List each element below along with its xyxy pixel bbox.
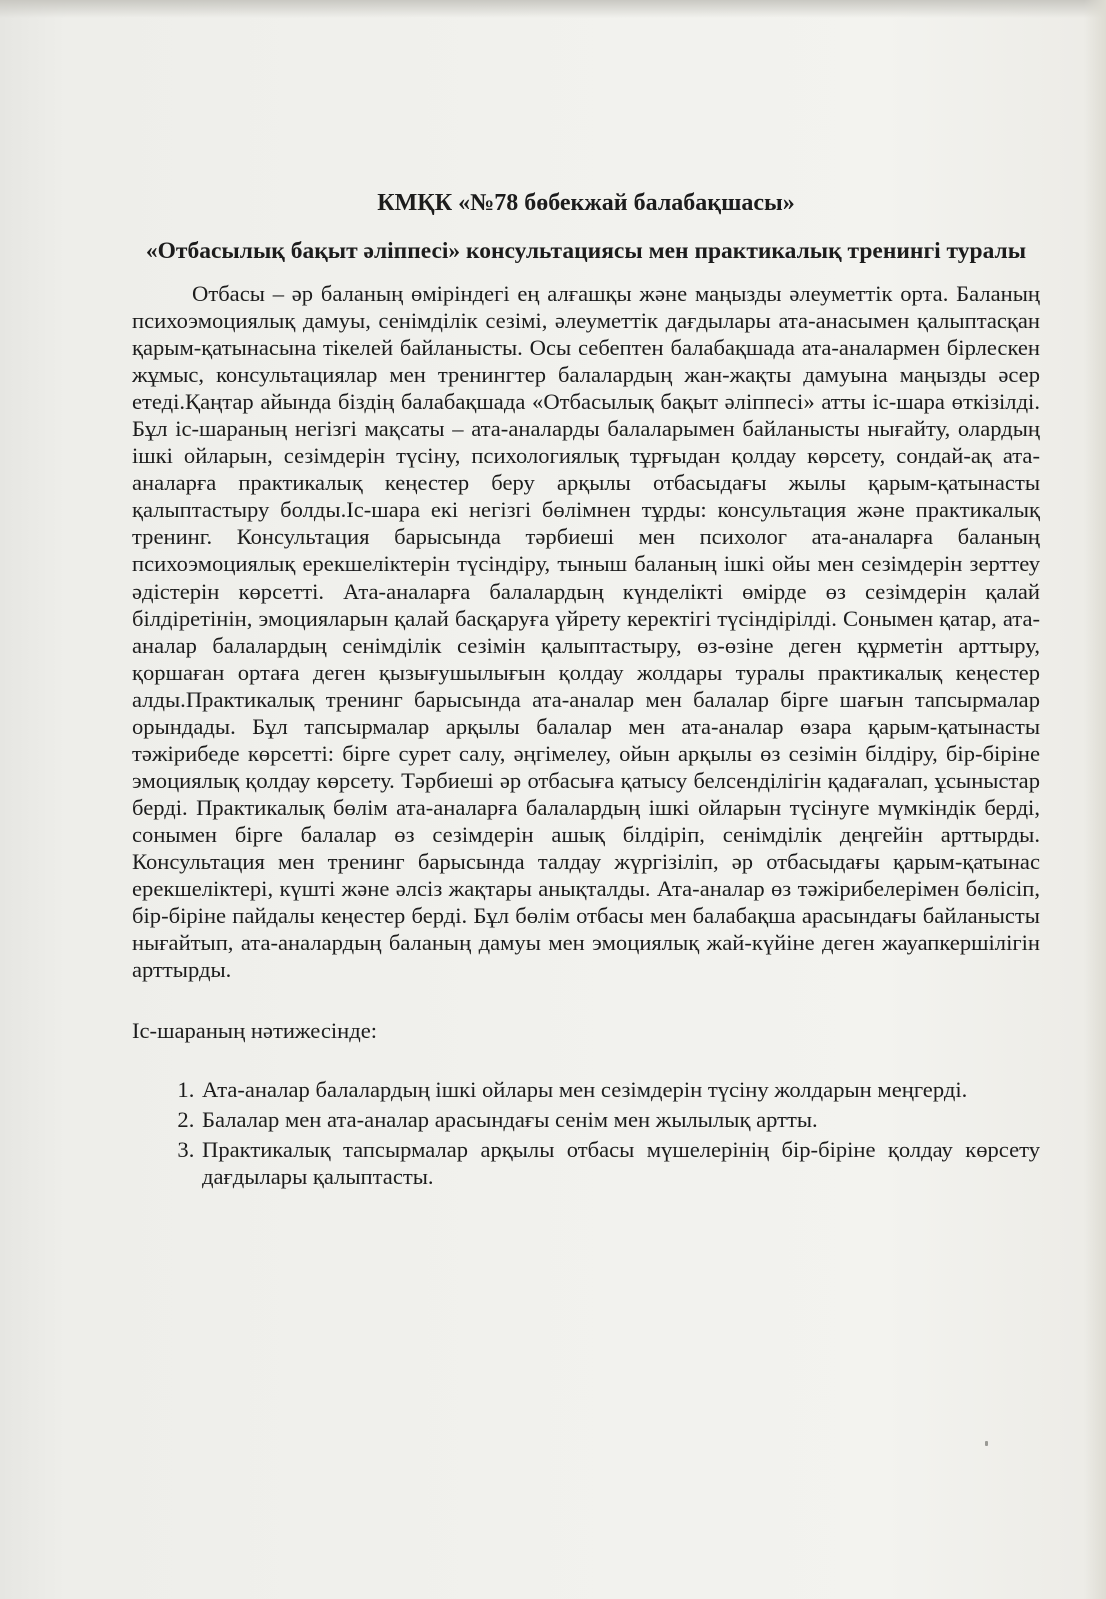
results-heading: Іс-шараның нәтижесінде: bbox=[132, 1018, 378, 1044]
page-right-edge bbox=[1084, 0, 1106, 1599]
result-item-3: 3. Практикалық тапсырмалар арқылы отбасы мүшелерінің бір-біріне қолдау көрсету дағдылары қалыптасты. bbox=[200, 1136, 1040, 1190]
result-item-2: 2. Балалар мен ата-аналар арасындағы сенім мен жылылық артты. bbox=[200, 1106, 1040, 1133]
body-paragraph: Отбасы – әр баланың өміріндегі ең алғашқы және маңызды әлеуметтік орта. Баланың психоэмоциялық дамуы, сенімділік сезімі, әлеуметтік дағдылары ата-анасымен қалыптасқан қарым-қатынасына тікелей байланысты. Осы себептен балабақшада ата-аналармен бірлескен жұмыс, консультациялар мен тренингтер балалардың жан-жақты дамуына маңызды әсер етеді.Қаңтар айында біздің балабақшада «Отбасылық бақыт әліппесі» атты іс-шара өткізілді. Бұл іс-шараның негізгі мақсаты – ата-аналарды балаларымен байланысты нығайту, олардың ішкі ойларын, сезімдерін түсіну, психологиялық тұрғыдан қолдау көрсету, сондай-ақ ата-аналарға практикалық кеңестер беру арқылы отбасыдағы жылы қарым-қатынасты қалыптастыру болды.Іс-шара екі негізгі бөлімнен тұрды: консультация және практикалық тренинг. Консультация барысында тәрбиеші мен психолог ата-аналарға баланың психоэмоциялық ерекшеліктерін түсіндіру, тыныш баланың ішкі ойы мен сезімдерін зерттеу әдістерін көрсетті. Ата-аналарға балалардың күнделікті өмірде өз сезімдерін қалай білдіретінін, эмоцияларын қалай басқаруға үйрету керектігі түсіндірілді. Сонымен қатар, ата-аналар балалардың сенімділік сезімін қалыптастыру, өз-өзіне деген құрметін арттыру, қоршаған ортаға деген қызығушылығын қолдау жолдары туралы практикалық кеңестер алды.Практикалық тренинг барысында ата-аналар мен балалар бірге шағын тапсырмалар орындады. Бұл тапсырмалар арқылы балалар мен ата-аналар өзара қарым-қатынасты тәжірибеде көрсетті: бірге сурет салу, әңгімелеу, ойын арқылы өз сезімін білдіру, бір-біріне эмоциялық қолдау көрсету. Тәрбиеші әр отбасыға қатысу белсенділігін қадағалап, ұсыныстар берді. Практикалық бөлім ата-аналарға балалардың ішкі ойларын түсінуге мүмкіндік берді, сонымен бірге балалар өз сезімдерін ашық білдіріп, сенімділік деңгейін арттырды. Консультация мен тренинг барысында талдау жүргізіліп, әр отбасыдағы қарым-қатынас ерекшеліктері, күшті және әлсіз жақтары анықталды. Ата-аналар өз тәжірибелерімен бөлісіп, бір-біріне пайдалы кеңестер берді. Бұл бөлім отбасы мен балабақша арасындағы байланысты нығайтып, ата-аналардың баланың дамуы мен эмоциялық жай-күйіне деген жауапкершілігін арттырды. bbox=[132, 281, 1040, 983]
page-top-shadow bbox=[0, 0, 1106, 18]
organization-title: КМҚК «№78 бөбекжай балабақшасы» bbox=[377, 190, 795, 216]
document-content bbox=[132, 188, 1040, 1193]
result-item-1: 1. Ата-аналар балалардың ішкі ойлары мен сезімдерін түсіну жолдарын меңгерді. bbox=[200, 1076, 1040, 1103]
document-title: «Отбасылық бақыт әліппесі» консультациясы мен практикалық тренингі туралы bbox=[145, 238, 1027, 264]
results-list bbox=[132, 1076, 1040, 1190]
ink-speck bbox=[985, 1441, 988, 1446]
